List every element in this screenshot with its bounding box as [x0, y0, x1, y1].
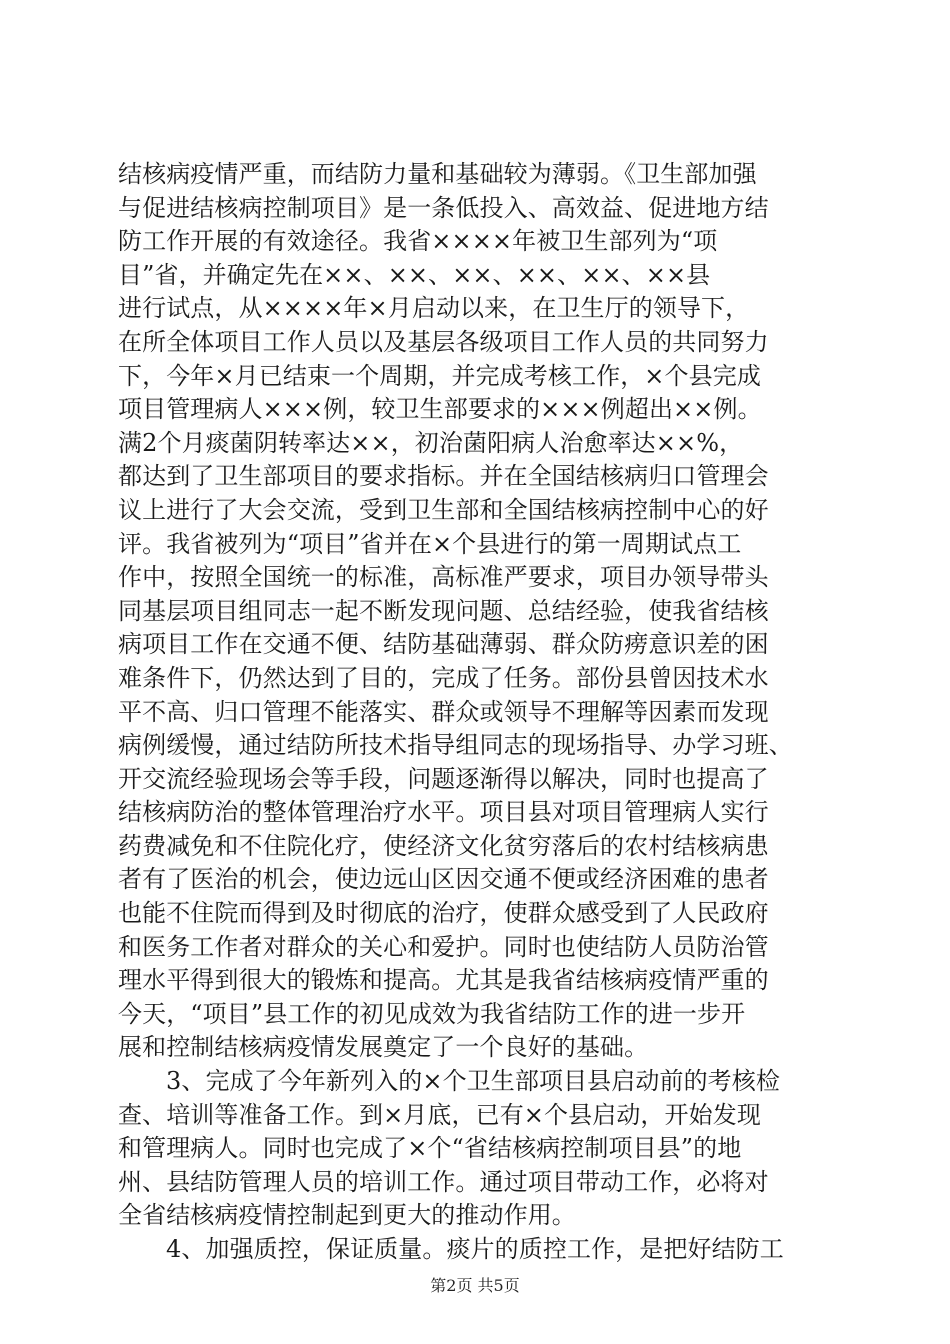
page-footer	[0, 1276, 950, 1296]
text-line: 结核病疫情严重，而结防力量和基础较为薄弱。《卫生部加强	[118, 160, 757, 188]
text-line: 防工作开展的有效途径。我省××××年被卫生部列为“项	[118, 227, 718, 256]
text-line: 下，今年×月已结束一个周期，并完成考核工作，×个县完成	[118, 361, 761, 390]
page-number-label: 第2页 共5页	[430, 1276, 520, 1295]
text-line: 都达到了卫生部项目的要求指标。并在全国结核病归口管理会	[118, 462, 769, 491]
text-line: 病项目工作在交通不便、结防基础薄弱、群众防痨意识差的困	[118, 630, 769, 659]
text-line: 项目管理病人×××例，较卫生部要求的×××例超出××例。	[118, 395, 762, 424]
text-line: 今天，“项目”县工作的初见成效为我省结防工作的进一步开	[118, 999, 746, 1028]
text-line: 目”省，并确定先在××、××、××、××、××、××县	[118, 260, 711, 289]
paragraph-start-line: 4、加强质控，保证质量。痰片的质控工作，是把好结防工	[166, 1235, 784, 1263]
text-line: 和管理病人。同时也完成了×个“省结核病控制项目县”的地	[118, 1134, 742, 1163]
paragraph-start-line: 3、完成了今年新列入的×个卫生部项目县启动前的考核检	[166, 1067, 780, 1096]
text-line: 州、县结防管理人员的培训工作。通过项目带动工作，必将对	[118, 1167, 769, 1196]
text-line: 平不高、归口管理不能落实、群众或领导不理解等因素而发现	[118, 697, 769, 726]
text-line: 作中，按照全国统一的标准，高标准严要求，项目办领导带头	[118, 563, 769, 592]
text-line: 结核病防治的整体管理治疗水平。项目县对项目管理病人实行	[118, 798, 769, 827]
text-line: 满2个月痰菌阴转率达××，初治菌阳病人治愈率达××%，	[118, 428, 744, 457]
text-line: 也能不住院而得到及时彻底的治疗，使群众感受到了人民政府	[118, 899, 769, 928]
text-line: 评。我省被列为“项目”省并在×个县进行的第一周期试点工	[118, 529, 742, 558]
text-line: 进行试点，从××××年×月启动以来，在卫生厅的领导下，	[118, 294, 750, 323]
text-line: 展和控制结核病疫情发展奠定了一个良好的基础。	[118, 1033, 649, 1062]
text-line: 难条件下，仍然达到了目的，完成了任务。部份县曾因技术水	[118, 663, 769, 692]
text-line: 病例缓慢，通过结防所技术指导组同志的现场指导、办学习班、	[118, 731, 793, 760]
text-line: 药费减免和不住院化疗，使经济文化贫穷落后的农村结核病患	[118, 831, 769, 860]
text-line: 同基层项目组同志一起不断发现问题、总结经验，使我省结核	[118, 596, 769, 625]
text-line: 开交流经验现场会等手段，问题逐渐得以解决，同时也提高了	[118, 764, 769, 793]
text-line: 与促进结核病控制项目》是一条低投入、高效益、促进地方结	[118, 193, 769, 222]
body-text	[118, 158, 843, 1267]
text-line: 在所全体项目工作人员以及基层各级项目工作人员的共同努力	[118, 327, 769, 356]
text-line: 全省结核病疫情控制起到更大的推动作用。	[118, 1201, 576, 1230]
text-line: 查、培训等准备工作。到×月底，已有×个县启动，开始发现	[118, 1100, 761, 1129]
text-line: 和医务工作者对群众的关心和爱护。同时也使结防人员防治管	[118, 932, 769, 961]
text-line: 理水平得到很大的锻炼和提高。尤其是我省结核病疫情严重的	[118, 966, 769, 995]
text-line: 者有了医治的机会，使边远山区因交通不便或经济困难的患者	[118, 865, 769, 894]
text-line: 议上进行了大会交流，受到卫生部和全国结核病控制中心的好	[118, 495, 769, 524]
